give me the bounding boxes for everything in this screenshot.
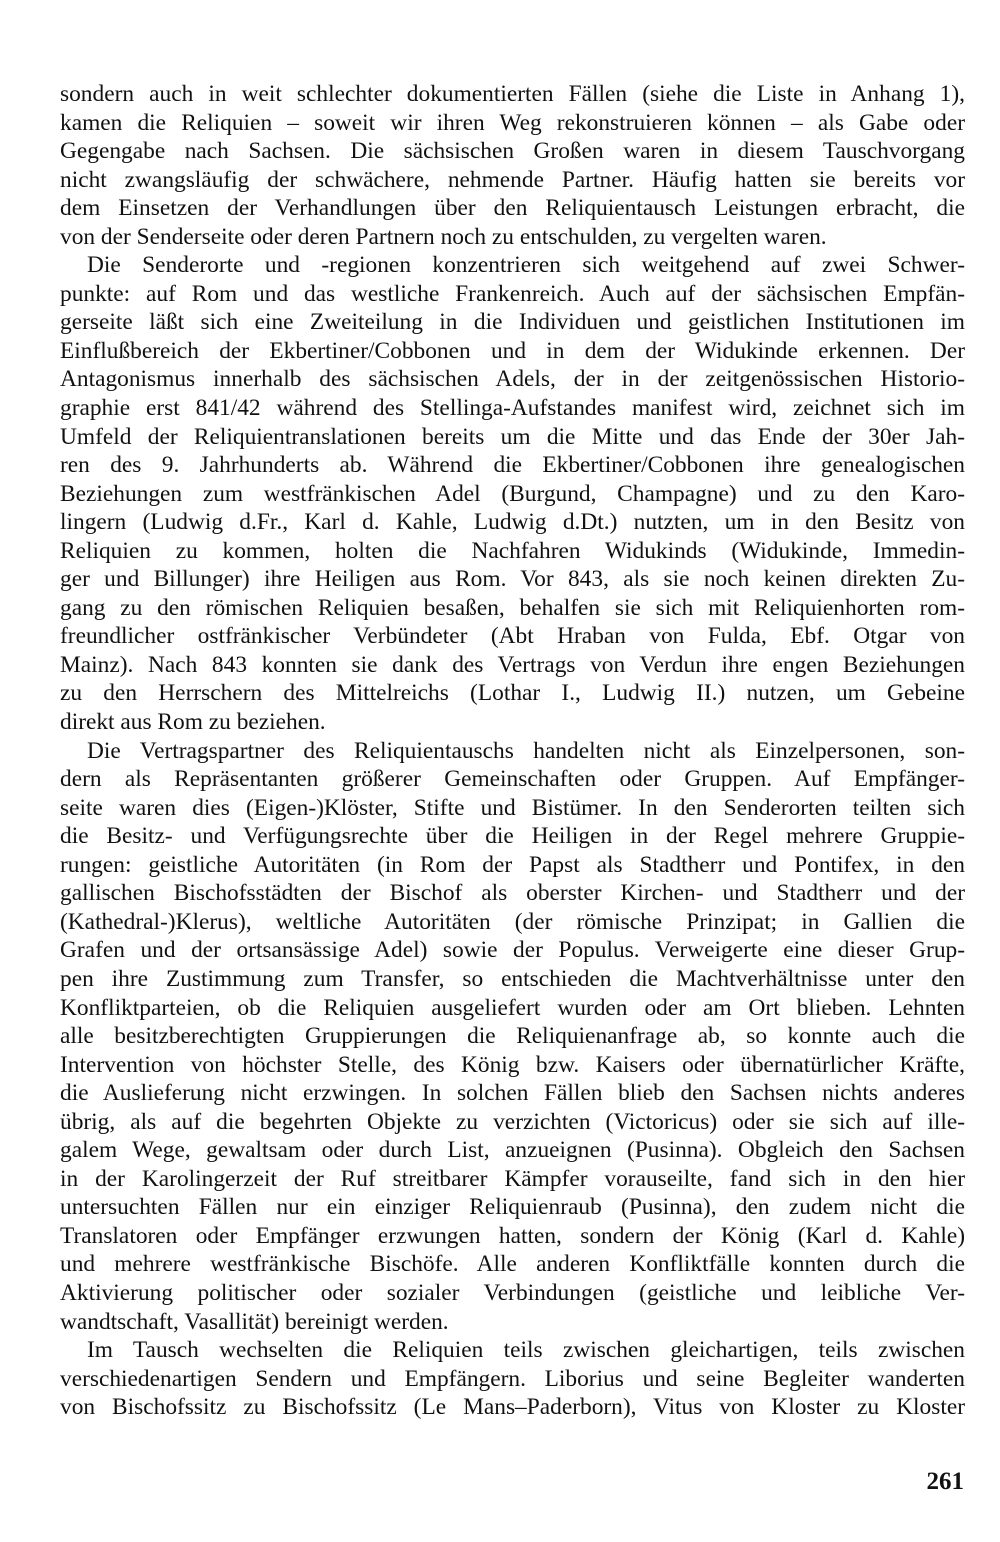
text-line: kamen die Reliquien – soweit wir ihren Weg rekonstruieren können – als Gabe oder	[60, 109, 965, 136]
paragraph-3	[60, 737, 965, 1336]
text-line: Einflußbereich der Ekbertiner/Cobbonen und in dem der Widukinde erkennen. Der	[60, 337, 965, 364]
text-line: Aktivierung politischer oder sozialer Verbindungen (geistliche und leibliche Ver-	[60, 1279, 965, 1306]
text-line: Gegengabe nach Sachsen. Die sächsischen Großen waren in diesem Tauschvorgang	[60, 138, 965, 165]
text-line: dern als Repräsentanten größerer Gemeinschaften oder Gruppen. Auf Empfänger-	[60, 766, 965, 793]
text-line: graphie erst 841/42 während des Stellinga-Aufstandes manifest wird, zeichnet sich im	[60, 395, 965, 422]
text-line: nicht zwangsläufig der schwächere, nehmende Partner. Häufig hatten sie bereits vor	[60, 166, 965, 193]
text-line: Antagonismus innerhalb des sächsischen Adels, der in der zeitgenössischen Historio-	[60, 366, 965, 393]
text-line: ren des 9. Jahrhunderts ab. Während die Ekbertiner/Cobbonen ihre genealogischen	[60, 452, 965, 479]
paragraph-4	[60, 1336, 965, 1422]
text-line: Konfliktparteien, ob die Reliquien ausgeliefert wurden oder am Ort blieben. Lehnten	[60, 994, 965, 1021]
text-line: gallischen Bischofsstädten der Bischof als oberster Kirchen- und Stadtherr und der	[60, 880, 965, 907]
text-line: Translatoren oder Empfänger erzwungen hatten, sondern der König (Karl d. Kahle)	[60, 1222, 965, 1249]
text-line: gerseite läßt sich eine Zweiteilung in die Individuen und geistlichen Institutionen im	[60, 309, 965, 336]
text-line: pen ihre Zustimmung zum Transfer, so entschieden die Machtverhältnisse unter den	[60, 965, 965, 992]
text-line: Reliquien zu kommen, holten die Nachfahren Widukinds (Widukinde, Immedin-	[60, 537, 965, 564]
text-line: lingern (Ludwig d.Fr., Karl d. Kahle, Ludwig d.Dt.) nutzten, um in den Besitz von	[60, 509, 965, 536]
page-number: 261	[926, 1468, 964, 1495]
text-line: von Bischofssitz zu Bischofssitz (Le Mans–Paderborn), Vitus von Kloster zu Kloster	[60, 1394, 965, 1421]
text-line: Mainz). Nach 843 konnten sie dank des Vertrags von Verdun ihre engen Beziehungen	[60, 651, 965, 678]
text-line: übrig, als auf die begehrten Objekte zu verzichten (Victoricus) oder sie sich auf ille-	[60, 1108, 965, 1135]
text-line: gang zu den römischen Reliquien besaßen, behalfen sie sich mit Reliquienhorten rom-	[60, 594, 965, 621]
text-line: freundlicher ostfränkischer Verbündeter (Abt Hraban von Fulda, Ebf. Otgar von	[60, 623, 965, 650]
paragraph-1	[60, 80, 965, 251]
text-line: untersuchten Fällen nur ein einziger Reliquienraub (Pusinna), den zudem nicht die	[60, 1194, 965, 1221]
paragraph-2	[60, 251, 965, 736]
text-line: Intervention von höchster Stelle, des König bzw. Kaisers oder übernatürlicher Kräfte,	[60, 1051, 965, 1078]
text-line: galem Wege, gewaltsam oder durch List, anzueignen (Pusinna). Obgleich den Sachsen	[60, 1137, 965, 1164]
text-line: und mehrere westfränkische Bischöfe. Alle anderen Konfliktfälle konnten durch die	[60, 1251, 965, 1278]
text-line: direkt aus Rom zu beziehen.	[60, 709, 326, 736]
text-line: (Kathedral-)Klerus), weltliche Autoritäten (der römische Prinzipat; in Gallien die	[60, 908, 965, 935]
text-line: die Besitz- und Verfügungsrechte über die Heiligen in der Regel mehrere Gruppie-	[60, 823, 965, 850]
text-line: Beziehungen zum westfränkischen Adel (Burgund, Champagne) und zu den Karo-	[60, 480, 965, 507]
text-line: dem Einsetzen der Verhandlungen über den Reliquientausch Leistungen erbracht, die	[60, 195, 965, 222]
text-line: in der Karolingerzeit der Ruf streitbarer Kämpfer vorauseilte, fand sich in den hier	[60, 1165, 965, 1192]
text-line: rungen: geistliche Autoritäten (in Rom der Papst als Stadtherr und Pontifex, in den	[60, 851, 965, 878]
text-line: Umfeld der Reliquientranslationen bereits um die Mitte und das Ende der 30er Jah-	[60, 423, 965, 450]
text-line: ger und Billunger) ihre Heiligen aus Rom. Vor 843, als sie noch keinen direkten Zu-	[60, 566, 965, 593]
text-line: seite waren dies (Eigen-)Klöster, Stifte und Bistümer. In den Senderorten teilten sich	[60, 794, 965, 821]
text-line: sondern auch in weit schlechter dokumentierten Fällen (siehe die Liste in Anhang 1),	[60, 81, 965, 107]
text-line: Grafen und der ortsansässige Adel) sowie der Populus. Verweigerte eine dieser Grup-	[60, 937, 965, 964]
text-line: Die Vertragspartner des Reliquientauschs handelten nicht als Einzelpersonen, son-	[87, 737, 965, 764]
text-line: verschiedenartigen Sendern und Empfängern. Liborius und seine Begleiter wanderten	[60, 1365, 965, 1392]
text-line: von der Senderseite oder deren Partnern noch zu entschulden, zu vergelten waren.	[60, 223, 827, 250]
text-line: alle besitzberechtigten Gruppierungen die Reliquienanfrage ab, so konnte auch die	[60, 1023, 965, 1050]
text-line: Im Tausch wechselten die Reliquien teils zwischen gleichartigen, teils zwischen	[87, 1337, 965, 1364]
text-line: die Auslieferung nicht erzwingen. In solchen Fällen blieb den Sachsen nichts anderes	[60, 1080, 965, 1107]
text-line: Die Senderorte und -regionen konzentrieren sich weitgehend auf zwei Schwer-	[87, 252, 965, 279]
page-body	[60, 80, 965, 1422]
text-line: zu den Herrschern des Mittelreichs (Lothar I., Ludwig II.) nutzen, um Gebeine	[60, 680, 965, 707]
text-line: punkte: auf Rom und das westliche Frankenreich. Auch auf der sächsischen Empfän-	[60, 280, 965, 307]
text-line: wandtschaft, Vasallität) bereinigt werden.	[60, 1308, 449, 1335]
